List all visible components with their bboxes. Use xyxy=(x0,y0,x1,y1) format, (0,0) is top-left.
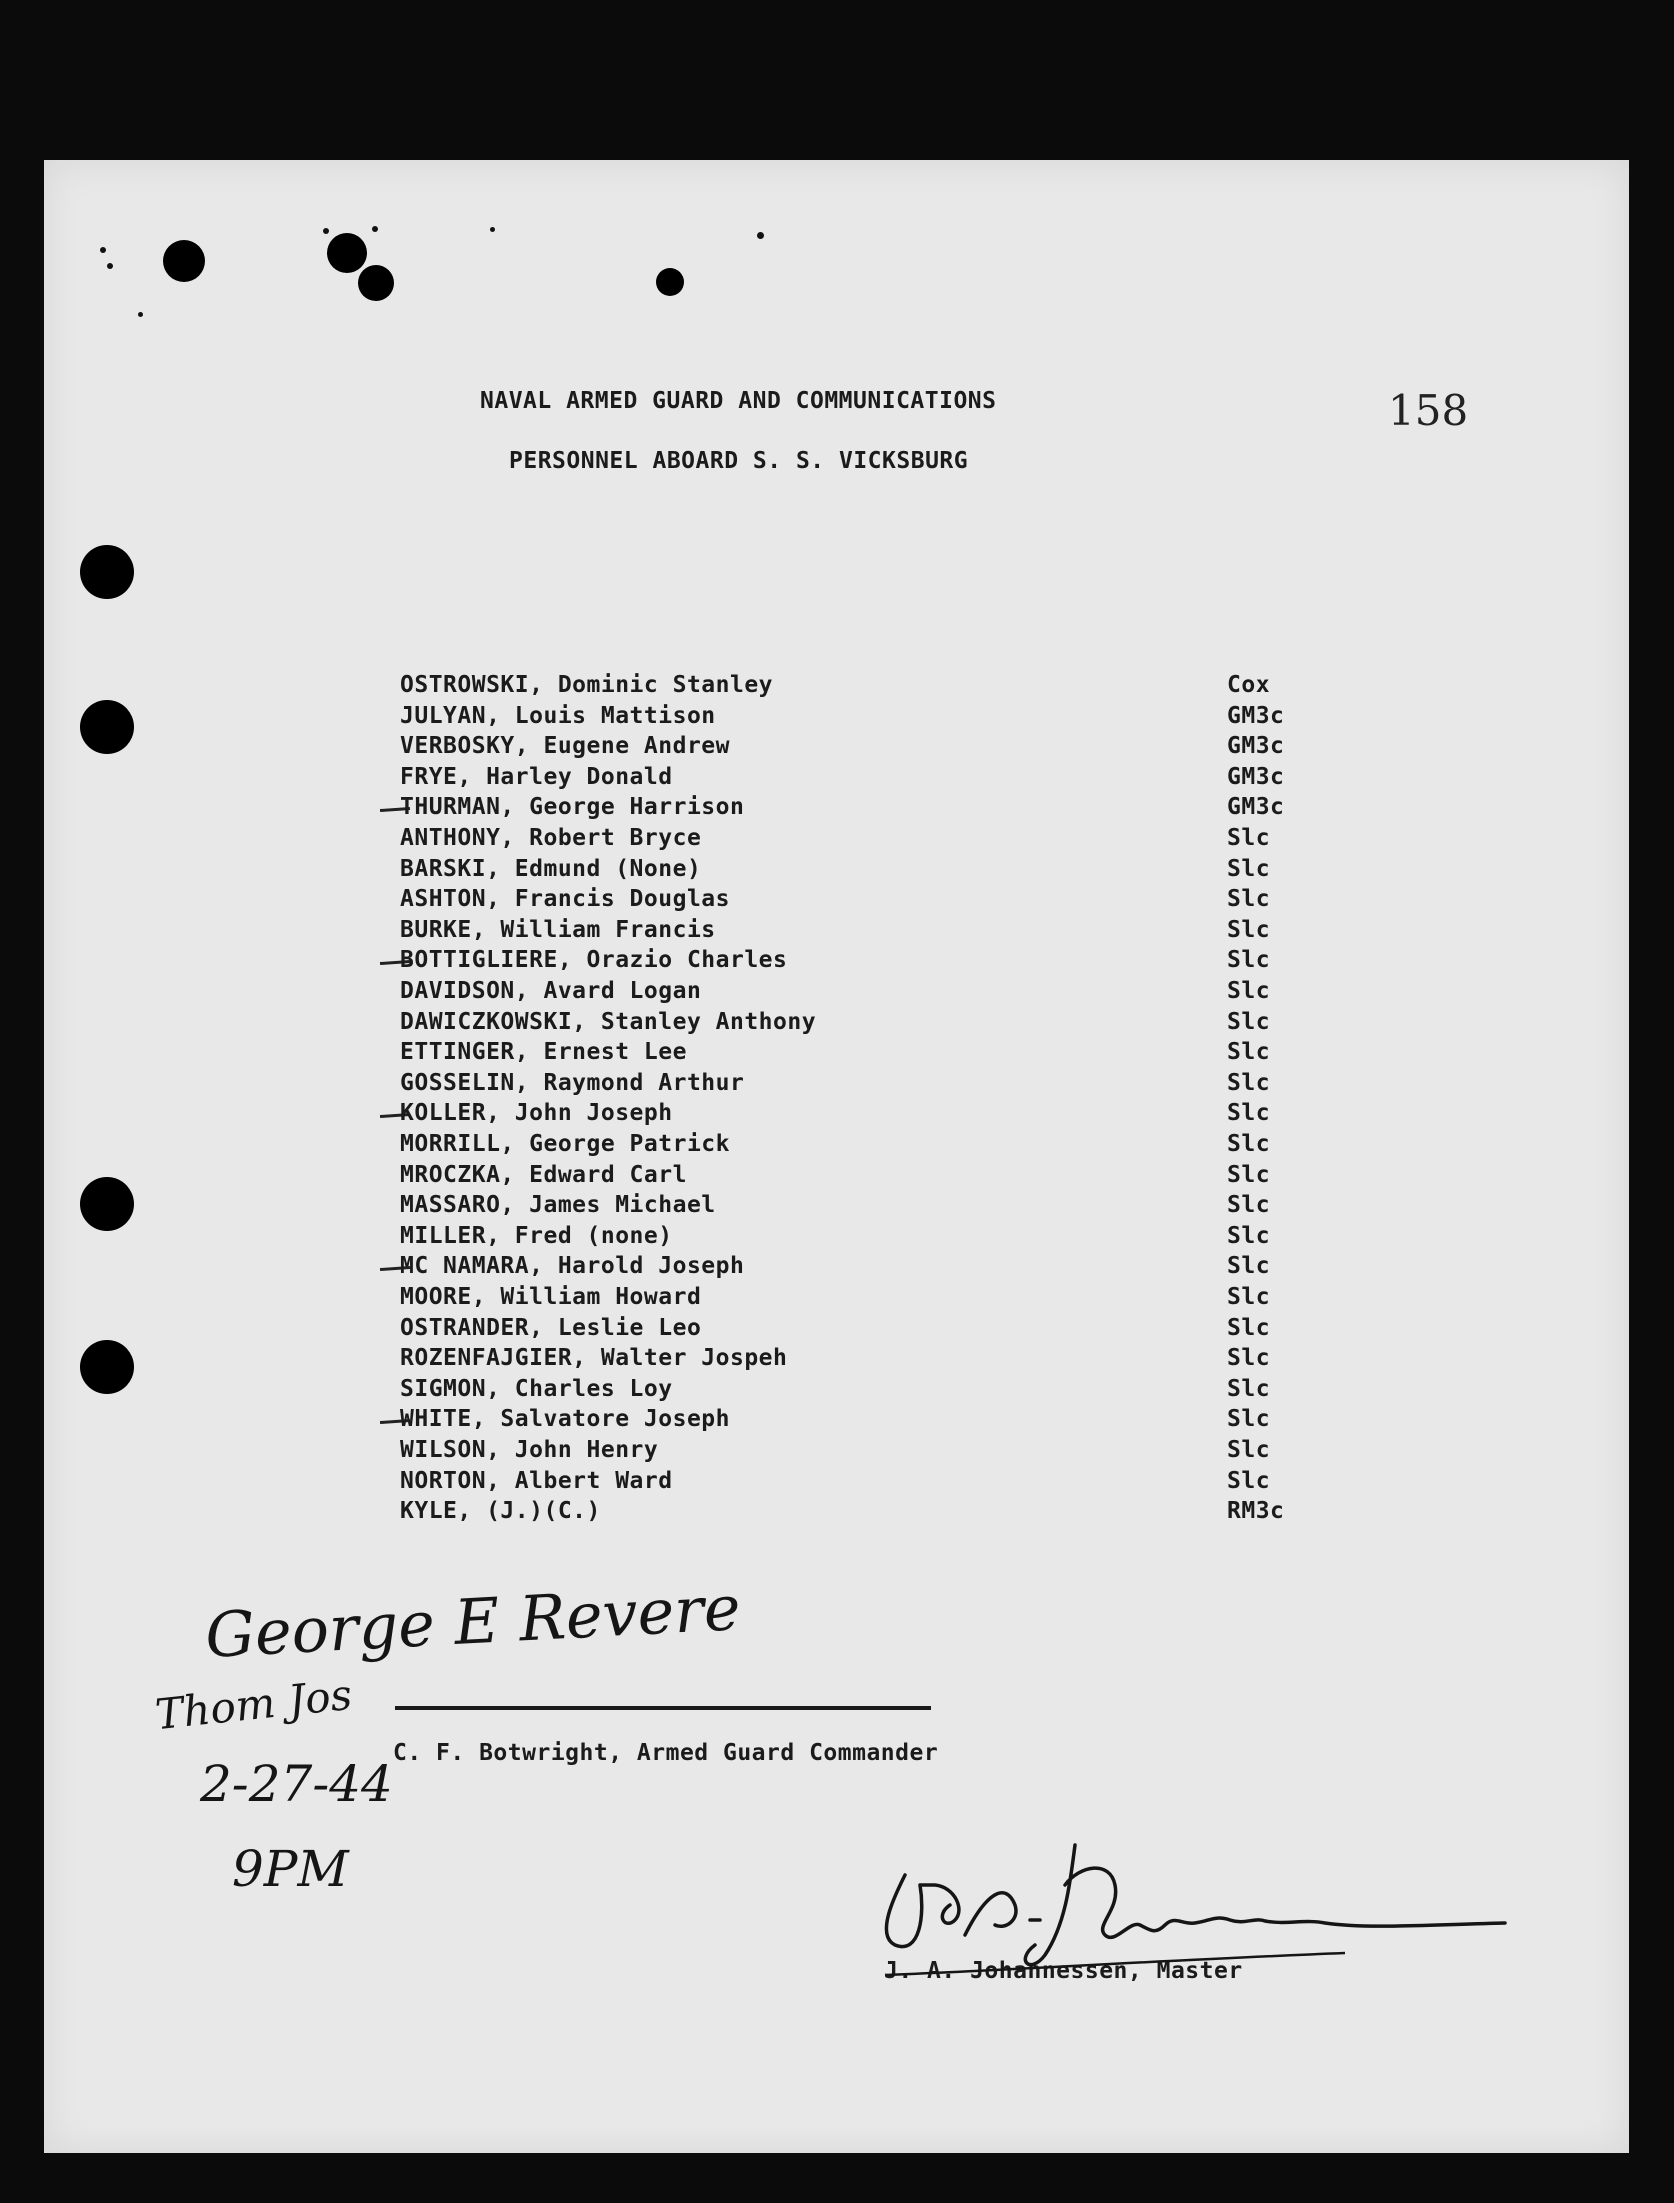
personnel-name: BOTTIGLIERE, Orazio Charles xyxy=(400,947,788,974)
personnel-rating: Slc xyxy=(1227,1375,1271,1402)
personnel-row xyxy=(0,825,1674,855)
personnel-name: MROCZKA, Edward Carl xyxy=(400,1161,687,1188)
personnel-rating: Slc xyxy=(1227,1345,1271,1372)
personnel-rating: Slc xyxy=(1227,1253,1271,1280)
personnel-name: DAWICZKOWSKI, Stanley Anthony xyxy=(400,1008,817,1035)
personnel-rating: Slc xyxy=(1227,1284,1271,1310)
personnel-row xyxy=(0,703,1674,733)
master-caption: J. A. Johannessen, Master xyxy=(884,1958,1243,1984)
personnel-rating: GM3c xyxy=(1227,702,1285,729)
personnel-name: MC NAMARA, Harold Joseph xyxy=(400,1253,745,1280)
personnel-row xyxy=(0,1131,1674,1161)
personnel-name: NORTON, Albert Ward xyxy=(400,1467,673,1494)
personnel-name: THURMAN, George Harrison xyxy=(400,794,745,821)
handwritten-signature: George E Revere xyxy=(203,1571,743,1672)
personnel-name: GOSSELIN, Raymond Arthur xyxy=(400,1069,745,1096)
personnel-name: WHITE, Salvatore Joseph xyxy=(400,1406,730,1433)
personnel-rating: Slc xyxy=(1227,1437,1271,1463)
personnel-name: ROZENFAJGIER, Walter Jospeh xyxy=(400,1345,788,1372)
personnel-name: KOLLER, John Joseph xyxy=(400,1100,673,1127)
personnel-rating: GM3c xyxy=(1227,763,1285,790)
personnel-row xyxy=(0,1437,1674,1467)
personnel-rating: Slc xyxy=(1227,1222,1271,1249)
personnel-rating: Slc xyxy=(1227,1100,1271,1127)
personnel-row xyxy=(0,1162,1674,1192)
personnel-row xyxy=(0,1100,1674,1130)
personnel-rating: Slc xyxy=(1227,1069,1271,1096)
personnel-row xyxy=(0,1376,1674,1406)
personnel-row xyxy=(0,1039,1674,1069)
ink-speck xyxy=(372,226,378,232)
personnel-rating: Slc xyxy=(1227,1161,1271,1188)
personnel-rating: GM3c xyxy=(1227,794,1285,821)
personnel-rating: Slc xyxy=(1227,978,1271,1004)
document-subtitle: PERSONNEL ABOARD S. S. VICKSBURG xyxy=(509,448,969,474)
personnel-row xyxy=(0,1284,1674,1314)
personnel-rating: RM3c xyxy=(1227,1498,1285,1525)
personnel-row xyxy=(0,1315,1674,1345)
signature-line xyxy=(395,1706,931,1710)
binder-hole xyxy=(80,545,134,599)
personnel-name: KYLE, (J.)(C.) xyxy=(400,1498,601,1525)
personnel-rating: Cox xyxy=(1227,672,1271,698)
personnel-row xyxy=(0,1345,1674,1375)
personnel-row xyxy=(0,672,1674,702)
personnel-rating: Slc xyxy=(1227,1192,1271,1219)
personnel-name: JULYAN, Louis Mattison xyxy=(400,702,716,729)
personnel-name: OSTROWSKI, Dominic Stanley xyxy=(400,672,774,698)
handwritten-date: 2-27-44 xyxy=(200,1755,393,1813)
page-number: 158 xyxy=(1388,386,1469,435)
master-signature xyxy=(865,1825,1525,1985)
binder-hole xyxy=(358,265,394,301)
ink-speck xyxy=(757,232,764,239)
personnel-name: ASHTON, Francis Douglas xyxy=(400,886,730,913)
handwritten-time: 9PM xyxy=(232,1840,349,1898)
personnel-rating: Slc xyxy=(1227,1467,1271,1494)
binder-hole xyxy=(163,240,205,282)
personnel-rating: Slc xyxy=(1227,1008,1271,1035)
personnel-row xyxy=(0,947,1674,977)
personnel-name: DAVIDSON, Avard Logan xyxy=(400,978,702,1004)
personnel-rating: GM3c xyxy=(1227,733,1285,760)
personnel-row xyxy=(0,1192,1674,1222)
personnel-rating: Slc xyxy=(1227,886,1271,913)
personnel-row xyxy=(0,1009,1674,1039)
personnel-name: MORRILL, George Patrick xyxy=(400,1131,730,1157)
personnel-rating: Slc xyxy=(1227,947,1271,974)
personnel-rating: Slc xyxy=(1227,1131,1271,1157)
document-title: NAVAL ARMED GUARD AND COMMUNICATIONS xyxy=(480,388,997,414)
ink-speck xyxy=(100,247,106,253)
personnel-row xyxy=(0,856,1674,886)
ink-speck xyxy=(107,263,113,269)
personnel-name: VERBOSKY, Eugene Andrew xyxy=(400,733,730,760)
personnel-rating: Slc xyxy=(1227,1039,1271,1066)
binder-hole xyxy=(656,268,684,296)
commander-caption: C. F. Botwright, Armed Guard Commander xyxy=(393,1740,939,1766)
personnel-row xyxy=(0,917,1674,947)
personnel-row xyxy=(0,733,1674,763)
personnel-name: FRYE, Harley Donald xyxy=(400,763,673,790)
personnel-row xyxy=(0,1223,1674,1253)
personnel-row xyxy=(0,1406,1674,1436)
personnel-name: BURKE, William Francis xyxy=(400,916,716,943)
personnel-row xyxy=(0,1070,1674,1100)
personnel-row xyxy=(0,886,1674,916)
personnel-rating: Slc xyxy=(1227,1406,1271,1433)
personnel-row xyxy=(0,1253,1674,1283)
binder-hole xyxy=(327,233,367,273)
personnel-name: BARSKI, Edmund (None) xyxy=(400,855,702,882)
personnel-row xyxy=(0,1498,1674,1528)
personnel-row xyxy=(0,978,1674,1008)
personnel-rating: Slc xyxy=(1227,916,1271,943)
personnel-row xyxy=(0,764,1674,794)
handwritten-initials: Thom Jos xyxy=(152,1669,355,1740)
personnel-name: SIGMON, Charles Loy xyxy=(400,1375,673,1402)
personnel-name: MILLER, Fred (none) xyxy=(400,1222,673,1249)
personnel-rating: Slc xyxy=(1227,1314,1271,1341)
personnel-row xyxy=(0,794,1674,824)
personnel-rating: Slc xyxy=(1227,855,1271,882)
personnel-name: WILSON, John Henry xyxy=(400,1437,659,1463)
ink-speck xyxy=(323,228,329,234)
ink-speck xyxy=(138,312,143,317)
personnel-name: ANTHONY, Robert Bryce xyxy=(400,825,702,851)
personnel-rating: Slc xyxy=(1227,825,1271,851)
personnel-name: OSTRANDER, Leslie Leo xyxy=(400,1314,702,1341)
personnel-name: ETTINGER, Ernest Lee xyxy=(400,1039,687,1066)
personnel-name: MOORE, William Howard xyxy=(400,1284,702,1310)
ink-speck xyxy=(490,227,495,232)
personnel-row xyxy=(0,1468,1674,1498)
personnel-name: MASSARO, James Michael xyxy=(400,1192,716,1219)
